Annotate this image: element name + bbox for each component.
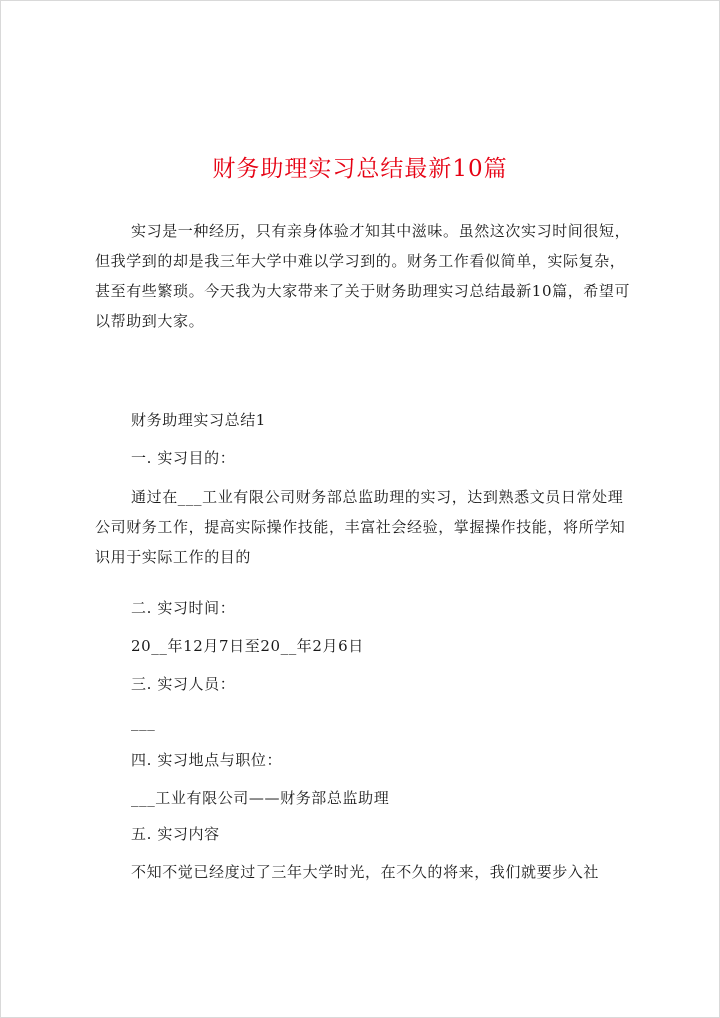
intro-paragraph: 实习是一种经历，只有亲身体验才知其中滋味。虽然这次实习时间很短，但我学到的却是我三年大学中难以学习到的。财务工作看似简单，实际复杂，甚至有些繁琐。今天我为大家带来了关于财务助理实习总结最新10篇，希望可以帮助到大家。 bbox=[95, 222, 631, 330]
item4-heading: 四. 实习地点与职位： bbox=[131, 751, 283, 769]
item5-body: 不知不觉已经度过了三年大学时光，在不久的将来，我们就要步入社 bbox=[131, 863, 600, 881]
item2-body: 20__年12月7日至20__年2月6日 bbox=[131, 637, 364, 655]
document-title: 财务助理实习总结最新10篇 bbox=[212, 156, 508, 182]
item3-heading: 三. 实习人员： bbox=[131, 675, 236, 693]
item5-heading: 五. 实习内容 bbox=[131, 825, 220, 843]
item3-body: ___ bbox=[131, 713, 156, 731]
section-heading: 财务助理实习总结1 bbox=[131, 411, 266, 429]
item4-body: ___工业有限公司——财务部总监助理 bbox=[131, 789, 390, 807]
item2-heading: 二. 实习时间： bbox=[131, 599, 236, 617]
item1-heading: 一. 实习目的： bbox=[131, 449, 236, 467]
item1-body: 通过在___工业有限公司财务部总监助理的实习，达到熟悉文员日常处理公司财务工作，提高实际操作技能，丰富社会经验，掌握操作技能，将所学知识用于实际工作的目的 bbox=[95, 488, 626, 566]
